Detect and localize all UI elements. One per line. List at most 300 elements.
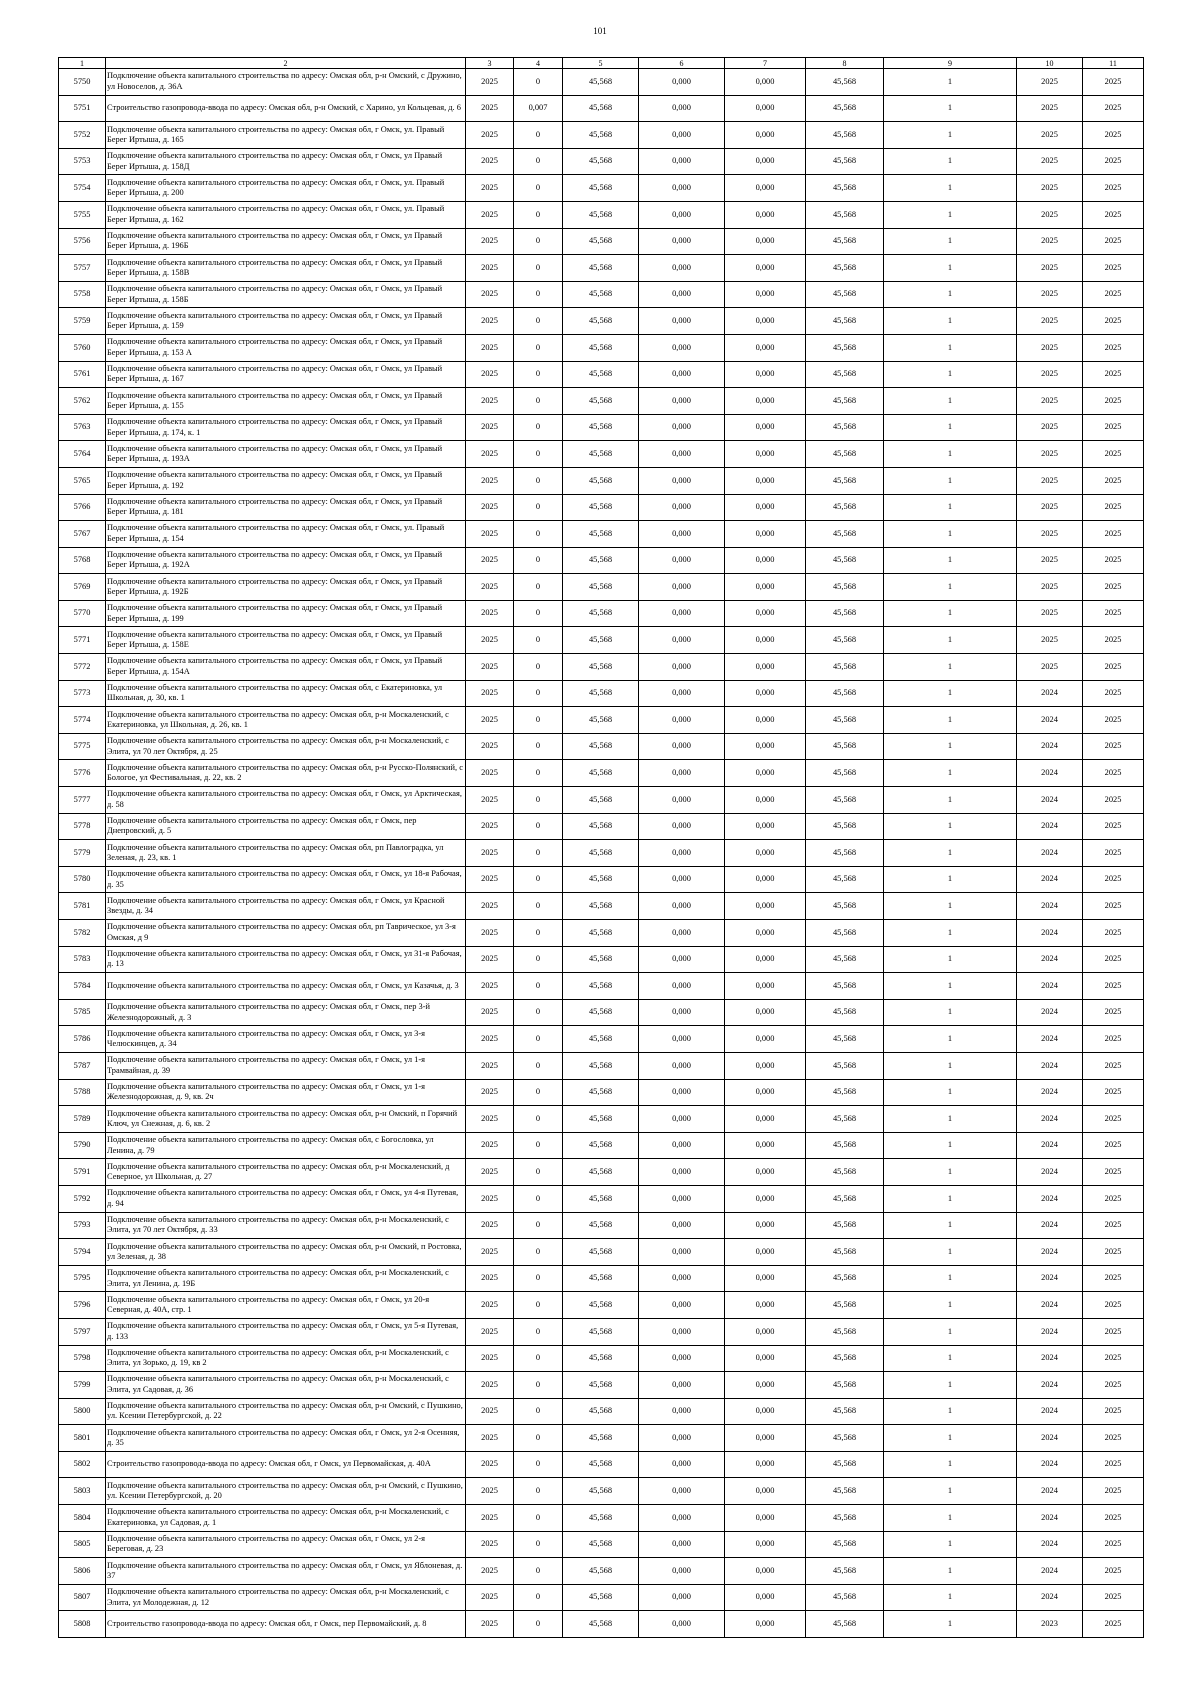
col6-cell: 0,000 (639, 1185, 725, 1212)
col5-cell: 45,568 (563, 1505, 639, 1532)
col10-cell: 2024 (1017, 1052, 1083, 1079)
col11-cell: 2025 (1083, 787, 1144, 814)
col7-cell: 0,000 (725, 1265, 806, 1292)
description-cell: Подключение объекта капитального строительства по адресу: Омская обл, г Омск, ул Яблоневая, д. 37 (106, 1558, 466, 1585)
col4-cell: 0 (514, 388, 563, 415)
col11-cell: 2025 (1083, 255, 1144, 282)
table-row (59, 866, 1144, 893)
col6-cell: 0,000 (639, 1079, 725, 1106)
description-cell: Подключение объекта капитального строительства по адресу: Омская обл, р-н Москаленский, с Екатериновка, ул Школьная, д. 26, кв. 1 (106, 707, 466, 734)
col10-cell: 2025 (1017, 361, 1083, 388)
col3-cell: 2025 (466, 946, 514, 973)
description-cell: Подключение объекта капитального строительства по адресу: Омская обл, с Екатериновка, ул Школьная, д. 30, кв. 1 (106, 680, 466, 707)
col3-cell: 2025 (466, 1372, 514, 1399)
col11-cell: 2025 (1083, 1478, 1144, 1505)
row-number-cell: 5774 (59, 707, 106, 734)
col8-cell: 45,568 (806, 148, 884, 175)
col7-cell: 0,000 (725, 1052, 806, 1079)
description-cell: Подключение объекта капитального строительства по адресу: Омская обл, г Омск, ул Правый Берег Иртыша, д. 167 (106, 361, 466, 388)
col11-cell: 2025 (1083, 1558, 1144, 1585)
table-row (59, 760, 1144, 787)
description-cell: Подключение объекта капитального строительства по адресу: Омская обл, г Омск, ул. Правый Берег Иртыша, д. 162 (106, 201, 466, 228)
col6-cell: 0,000 (639, 1584, 725, 1611)
col6-cell: 0,000 (639, 1292, 725, 1319)
col10-cell: 2025 (1017, 308, 1083, 335)
col10-cell: 2024 (1017, 1292, 1083, 1319)
col6-cell: 0,000 (639, 787, 725, 814)
row-number-cell: 5759 (59, 308, 106, 335)
col8-cell: 45,568 (806, 707, 884, 734)
col10-cell: 2024 (1017, 1584, 1083, 1611)
description-cell: Подключение объекта капитального строительства по адресу: Омская обл, г Омск, ул Правый Берег Иртыша, д. 158В (106, 255, 466, 282)
description-cell: Подключение объекта капитального строительства по адресу: Омская обл, г Омск, ул Казачья, д. 3 (106, 973, 466, 1000)
col8-cell: 45,568 (806, 1345, 884, 1372)
col8-cell: 45,568 (806, 201, 884, 228)
col9-cell: 1 (884, 946, 1017, 973)
table-row (59, 1584, 1144, 1611)
table-row (59, 95, 1144, 122)
description-cell: Подключение объекта капитального строительства по адресу: Омская обл, г Омск, пер Днепровский, д. 5 (106, 813, 466, 840)
col8-cell: 45,568 (806, 1132, 884, 1159)
col9-cell: 1 (884, 813, 1017, 840)
row-number-cell: 5781 (59, 893, 106, 920)
col3-cell: 2025 (466, 228, 514, 255)
col3-cell: 2025 (466, 281, 514, 308)
col9-cell: 1 (884, 201, 1017, 228)
col3-cell: 2025 (466, 999, 514, 1026)
col8-cell: 45,568 (806, 1239, 884, 1266)
col4-cell: 0 (514, 414, 563, 441)
table-row (59, 813, 1144, 840)
col6-cell: 0,000 (639, 494, 725, 521)
description-cell: Подключение объекта капитального строительства по адресу: Омская обл, г Омск, ул Правый Берег Иртыша, д. 196Б (106, 228, 466, 255)
col7-cell: 0,000 (725, 441, 806, 468)
col8-cell: 45,568 (806, 494, 884, 521)
col10-cell: 2024 (1017, 1425, 1083, 1452)
col9-cell: 1 (884, 1026, 1017, 1053)
description-cell: Подключение объекта капитального строительства по адресу: Омская обл, рп Павлоградка, ул Зеленая, д. 23, кв. 1 (106, 840, 466, 867)
row-number-cell: 5750 (59, 69, 106, 96)
table-row (59, 255, 1144, 282)
table-row (59, 733, 1144, 760)
col4-cell: 0 (514, 574, 563, 601)
col9-cell: 1 (884, 388, 1017, 415)
col8-cell: 45,568 (806, 733, 884, 760)
col9-cell: 1 (884, 521, 1017, 548)
col3-cell: 2025 (466, 1584, 514, 1611)
col7-cell: 0,000 (725, 1478, 806, 1505)
col11-cell: 2025 (1083, 600, 1144, 627)
col4-cell: 0 (514, 1425, 563, 1452)
col10-cell: 2024 (1017, 1239, 1083, 1266)
col10-cell: 2024 (1017, 760, 1083, 787)
description-cell: Строительство газопровода-ввода по адресу: Омская обл, г Омск, ул Первомайская, д. 40А (106, 1451, 466, 1478)
row-number-cell: 5801 (59, 1425, 106, 1452)
table-row (59, 1372, 1144, 1399)
col4-cell: 0 (514, 1611, 563, 1638)
col3-cell: 2025 (466, 1265, 514, 1292)
col7-cell: 0,000 (725, 1584, 806, 1611)
col8-cell: 45,568 (806, 1505, 884, 1532)
col7-cell: 0,000 (725, 1079, 806, 1106)
col11-cell: 2025 (1083, 707, 1144, 734)
table-row (59, 1132, 1144, 1159)
row-number-cell: 5753 (59, 148, 106, 175)
col11-cell: 2025 (1083, 175, 1144, 202)
col8-cell: 45,568 (806, 1212, 884, 1239)
col4-cell: 0 (514, 69, 563, 96)
col10-cell: 2025 (1017, 494, 1083, 521)
table-row (59, 201, 1144, 228)
col5-cell: 45,568 (563, 893, 639, 920)
col3-cell: 2025 (466, 122, 514, 149)
col10-cell: 2024 (1017, 733, 1083, 760)
col10-cell: 2024 (1017, 1372, 1083, 1399)
col7-cell: 0,000 (725, 1132, 806, 1159)
col6-cell: 0,000 (639, 1265, 725, 1292)
col3-cell: 2025 (466, 1345, 514, 1372)
col8-cell: 45,568 (806, 654, 884, 681)
table-row (59, 148, 1144, 175)
col9-cell: 1 (884, 175, 1017, 202)
col7-cell: 0,000 (725, 733, 806, 760)
col3-cell: 2025 (466, 840, 514, 867)
col4-cell: 0 (514, 893, 563, 920)
col10-cell: 2024 (1017, 920, 1083, 947)
col6-cell: 0,000 (639, 866, 725, 893)
table-row (59, 893, 1144, 920)
col8-cell: 45,568 (806, 627, 884, 654)
col3-cell: 2025 (466, 467, 514, 494)
col4-cell: 0 (514, 999, 563, 1026)
col8-cell: 45,568 (806, 361, 884, 388)
col9-cell: 1 (884, 467, 1017, 494)
col11-cell: 2025 (1083, 893, 1144, 920)
col6-cell: 0,000 (639, 1239, 725, 1266)
col6-cell: 0,000 (639, 308, 725, 335)
col8-cell: 45,568 (806, 547, 884, 574)
col11-cell: 2025 (1083, 574, 1144, 601)
col4-cell: 0 (514, 840, 563, 867)
table-row (59, 388, 1144, 415)
col3-cell: 2025 (466, 866, 514, 893)
row-number-cell: 5778 (59, 813, 106, 840)
description-cell: Подключение объекта капитального строительства по адресу: Омская обл, р-н Омский, п Ростовка, ул Зеленая, д. 38 (106, 1239, 466, 1266)
col5-cell: 45,568 (563, 441, 639, 468)
col9-cell: 1 (884, 707, 1017, 734)
col8-cell: 45,568 (806, 1292, 884, 1319)
col7-cell: 0,000 (725, 760, 806, 787)
description-cell: Подключение объекта капитального строительства по адресу: Омская обл, г Омск, ул 20-я Северная, д. 40А, стр. 1 (106, 1292, 466, 1319)
row-number-cell: 5754 (59, 175, 106, 202)
col10-cell: 2024 (1017, 1079, 1083, 1106)
col11-cell: 2025 (1083, 920, 1144, 947)
col3-cell: 2025 (466, 521, 514, 548)
col5-cell: 45,568 (563, 414, 639, 441)
row-number-cell: 5760 (59, 334, 106, 361)
col10-cell: 2024 (1017, 680, 1083, 707)
col11-cell: 2025 (1083, 1372, 1144, 1399)
table-body (59, 69, 1144, 1638)
col11-cell: 2025 (1083, 680, 1144, 707)
col6-cell: 0,000 (639, 1505, 725, 1532)
col10-cell: 2024 (1017, 1558, 1083, 1585)
col8-cell: 45,568 (806, 600, 884, 627)
table-row (59, 1079, 1144, 1106)
table-row (59, 441, 1144, 468)
col6-cell: 0,000 (639, 893, 725, 920)
col11-cell: 2025 (1083, 866, 1144, 893)
col11-cell: 2025 (1083, 1531, 1144, 1558)
row-number-cell: 5751 (59, 95, 106, 122)
col7-cell: 0,000 (725, 1292, 806, 1319)
col5-cell: 45,568 (563, 1478, 639, 1505)
col3-cell: 2025 (466, 1026, 514, 1053)
col3-cell: 2025 (466, 1052, 514, 1079)
table-row (59, 1159, 1144, 1186)
col7-cell: 0,000 (725, 973, 806, 1000)
description-cell: Подключение объекта капитального строительства по адресу: Омская обл, г Омск, ул 31-я Рабочая, д. 13 (106, 946, 466, 973)
col8-cell: 45,568 (806, 255, 884, 282)
col3-cell: 2025 (466, 414, 514, 441)
col5-cell: 45,568 (563, 840, 639, 867)
col7-cell: 0,000 (725, 308, 806, 335)
col4-cell: 0 (514, 1185, 563, 1212)
col4-cell: 0 (514, 547, 563, 574)
col10-cell: 2025 (1017, 627, 1083, 654)
col3-cell: 2025 (466, 760, 514, 787)
col7-cell: 0,000 (725, 1318, 806, 1345)
col9-cell: 1 (884, 547, 1017, 574)
col9-cell: 1 (884, 334, 1017, 361)
col8-cell: 45,568 (806, 946, 884, 973)
col11-cell: 2025 (1083, 467, 1144, 494)
col5-cell: 45,568 (563, 760, 639, 787)
col5-cell: 45,568 (563, 1611, 639, 1638)
col8-cell: 45,568 (806, 1052, 884, 1079)
col9-cell: 1 (884, 1239, 1017, 1266)
col10-cell: 2025 (1017, 654, 1083, 681)
col4-cell: 0 (514, 361, 563, 388)
col5-cell: 45,568 (563, 388, 639, 415)
col5-cell: 45,568 (563, 1531, 639, 1558)
col11-cell: 2025 (1083, 760, 1144, 787)
col4-cell: 0 (514, 707, 563, 734)
row-number-cell: 5776 (59, 760, 106, 787)
col3-cell: 2025 (466, 1398, 514, 1425)
description-cell: Подключение объекта капитального строительства по адресу: Омская обл, г Омск, ул Правый Берег Иртыша, д. 158Б (106, 281, 466, 308)
col8-cell: 45,568 (806, 441, 884, 468)
col5-cell: 45,568 (563, 69, 639, 96)
col10-cell: 2025 (1017, 228, 1083, 255)
table-row (59, 973, 1144, 1000)
col5-cell: 45,568 (563, 1318, 639, 1345)
col3-cell: 2025 (466, 388, 514, 415)
col10-cell: 2025 (1017, 521, 1083, 548)
row-number-cell: 5799 (59, 1372, 106, 1399)
col5-cell: 45,568 (563, 334, 639, 361)
col11-cell: 2025 (1083, 627, 1144, 654)
col9-cell: 1 (884, 760, 1017, 787)
col3-cell: 2025 (466, 201, 514, 228)
table-row (59, 1292, 1144, 1319)
description-cell: Подключение объекта капитального строительства по адресу: Омская обл, г Омск, ул 1-я Трамвайная, д. 39 (106, 1052, 466, 1079)
col5-cell: 45,568 (563, 228, 639, 255)
col9-cell: 1 (884, 95, 1017, 122)
col3-cell: 2025 (466, 680, 514, 707)
col8-cell: 45,568 (806, 69, 884, 96)
col10-cell: 2025 (1017, 414, 1083, 441)
col4-cell: 0 (514, 1451, 563, 1478)
table-row (59, 122, 1144, 149)
table-row (59, 334, 1144, 361)
col5-cell: 45,568 (563, 654, 639, 681)
col10-cell: 2024 (1017, 1265, 1083, 1292)
col4-cell: 0 (514, 175, 563, 202)
col5-cell: 45,568 (563, 1425, 639, 1452)
col11-cell: 2025 (1083, 281, 1144, 308)
col3-cell: 2025 (466, 973, 514, 1000)
description-cell: Подключение объекта капитального строительства по адресу: Омская обл, г Омск, ул Арктическая, д. 58 (106, 787, 466, 814)
col8-cell: 45,568 (806, 1026, 884, 1053)
row-number-cell: 5752 (59, 122, 106, 149)
description-cell: Подключение объекта капитального строительства по адресу: Омская обл, г Омск, ул Красной Звезды, д. 34 (106, 893, 466, 920)
col7-cell: 0,000 (725, 388, 806, 415)
row-number-cell: 5764 (59, 441, 106, 468)
col6-cell: 0,000 (639, 175, 725, 202)
table-row (59, 1318, 1144, 1345)
row-number-cell: 5803 (59, 1478, 106, 1505)
col9-cell: 1 (884, 1451, 1017, 1478)
col4-cell: 0 (514, 1505, 563, 1532)
description-cell: Подключение объекта капитального строительства по адресу: Омская обл, г Омск, ул. Правый Берег Иртыша, д. 200 (106, 175, 466, 202)
col5-cell: 45,568 (563, 361, 639, 388)
col7-cell: 0,000 (725, 1451, 806, 1478)
col7-cell: 0,000 (725, 334, 806, 361)
row-number-cell: 5770 (59, 600, 106, 627)
col6-cell: 0,000 (639, 999, 725, 1026)
col5-cell: 45,568 (563, 1345, 639, 1372)
col5-cell: 45,568 (563, 1212, 639, 1239)
col5-cell: 45,568 (563, 1292, 639, 1319)
col7-cell: 0,000 (725, 1212, 806, 1239)
col6-cell: 0,000 (639, 973, 725, 1000)
description-cell: Строительство газопровода-ввода по адресу: Омская обл, р-н Омский, с Харино, ул Кольцевая, д. 6 (106, 95, 466, 122)
col9-cell: 1 (884, 361, 1017, 388)
description-cell: Строительство газопровода-ввода по адресу: Омская обл, г Омск, пер Первомайский, д. 8 (106, 1611, 466, 1638)
col9-cell: 1 (884, 920, 1017, 947)
table-row (59, 787, 1144, 814)
col3-cell: 2025 (466, 1185, 514, 1212)
col11-cell: 2025 (1083, 1425, 1144, 1452)
table-row (59, 600, 1144, 627)
column-header: 10 (1017, 58, 1083, 69)
description-cell: Подключение объекта капитального строительства по адресу: Омская обл, г Омск, ул Правый Берег Иртыша, д. 158Е (106, 627, 466, 654)
col8-cell: 45,568 (806, 1478, 884, 1505)
col11-cell: 2025 (1083, 1292, 1144, 1319)
col3-cell: 2025 (466, 733, 514, 760)
row-number-cell: 5757 (59, 255, 106, 282)
col10-cell: 2024 (1017, 1185, 1083, 1212)
col5-cell: 45,568 (563, 1398, 639, 1425)
col5-cell: 45,568 (563, 627, 639, 654)
col5-cell: 45,568 (563, 813, 639, 840)
col7-cell: 0,000 (725, 547, 806, 574)
col9-cell: 1 (884, 1265, 1017, 1292)
col7-cell: 0,000 (725, 1159, 806, 1186)
description-cell: Подключение объекта капитального строительства по адресу: Омская обл, с Богословка, ул Ленина, д. 79 (106, 1132, 466, 1159)
col3-cell: 2025 (466, 1132, 514, 1159)
table-row (59, 574, 1144, 601)
col6-cell: 0,000 (639, 441, 725, 468)
col3-cell: 2025 (466, 334, 514, 361)
col8-cell: 45,568 (806, 787, 884, 814)
row-number-cell: 5784 (59, 973, 106, 1000)
col3-cell: 2025 (466, 175, 514, 202)
col9-cell: 1 (884, 893, 1017, 920)
col11-cell: 2025 (1083, 1106, 1144, 1133)
col7-cell: 0,000 (725, 201, 806, 228)
table-row (59, 999, 1144, 1026)
col10-cell: 2024 (1017, 1132, 1083, 1159)
col4-cell: 0 (514, 281, 563, 308)
col4-cell: 0 (514, 308, 563, 335)
col4-cell: 0 (514, 946, 563, 973)
description-cell: Подключение объекта капитального строительства по адресу: Омская обл, г Омск, ул 3-я Челюскинцев, д. 34 (106, 1026, 466, 1053)
col9-cell: 1 (884, 1425, 1017, 1452)
col6-cell: 0,000 (639, 334, 725, 361)
col9-cell: 1 (884, 1611, 1017, 1638)
col8-cell: 45,568 (806, 281, 884, 308)
col9-cell: 1 (884, 1478, 1017, 1505)
col8-cell: 45,568 (806, 175, 884, 202)
col7-cell: 0,000 (725, 414, 806, 441)
col8-cell: 45,568 (806, 680, 884, 707)
col9-cell: 1 (884, 1106, 1017, 1133)
col8-cell: 45,568 (806, 521, 884, 548)
description-cell: Подключение объекта капитального строительства по адресу: Омская обл, р-н Москаленский, с Элита, ул Молодежная, д. 12 (106, 1584, 466, 1611)
col11-cell: 2025 (1083, 1318, 1144, 1345)
table-row (59, 1398, 1144, 1425)
col10-cell: 2025 (1017, 547, 1083, 574)
col7-cell: 0,000 (725, 494, 806, 521)
col7-cell: 0,000 (725, 361, 806, 388)
col5-cell: 45,568 (563, 1159, 639, 1186)
col5-cell: 45,568 (563, 122, 639, 149)
col5-cell: 45,568 (563, 574, 639, 601)
col7-cell: 0,000 (725, 148, 806, 175)
col7-cell: 0,000 (725, 920, 806, 947)
row-number-cell: 5795 (59, 1265, 106, 1292)
col9-cell: 1 (884, 1398, 1017, 1425)
col3-cell: 2025 (466, 893, 514, 920)
col6-cell: 0,000 (639, 920, 725, 947)
description-cell: Подключение объекта капитального строительства по адресу: Омская обл, р-н Москаленский, д Северное, ул Школьная, д. 27 (106, 1159, 466, 1186)
col9-cell: 1 (884, 733, 1017, 760)
col3-cell: 2025 (466, 1425, 514, 1452)
col8-cell: 45,568 (806, 1451, 884, 1478)
col10-cell: 2024 (1017, 1026, 1083, 1053)
header-row (59, 58, 1144, 69)
col7-cell: 0,000 (725, 1185, 806, 1212)
row-number-cell: 5761 (59, 361, 106, 388)
col5-cell: 45,568 (563, 95, 639, 122)
row-number-cell: 5771 (59, 627, 106, 654)
col9-cell: 1 (884, 148, 1017, 175)
col9-cell: 1 (884, 255, 1017, 282)
col9-cell: 1 (884, 441, 1017, 468)
table-row (59, 228, 1144, 255)
